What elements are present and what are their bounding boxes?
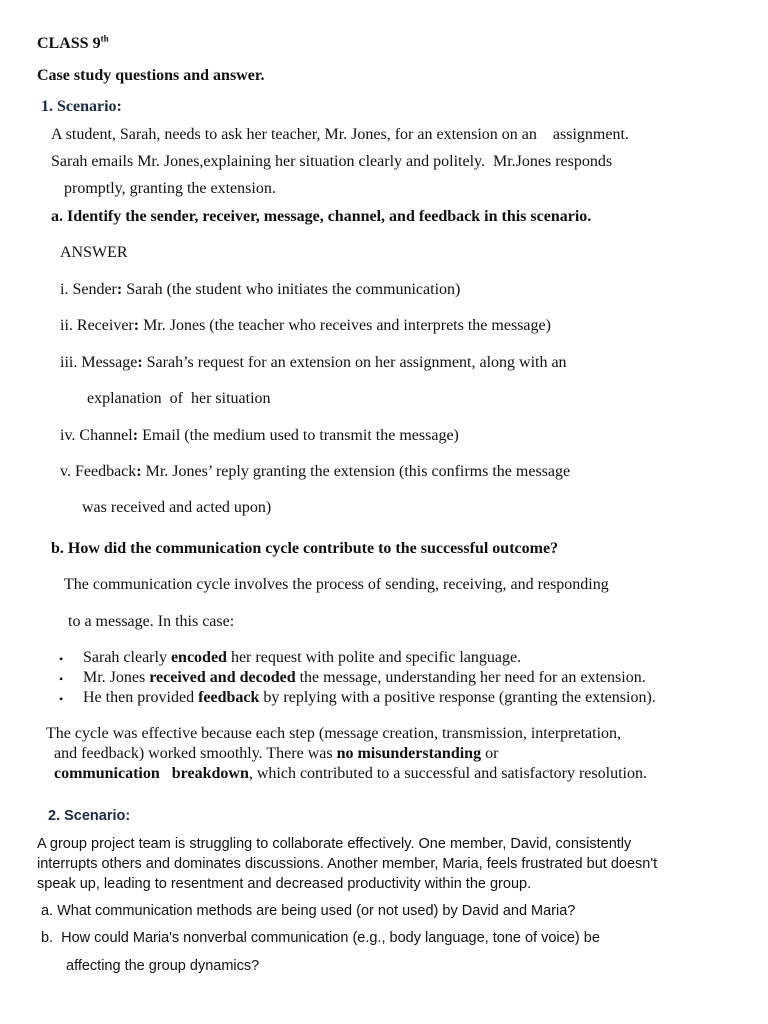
- answer-message-continued: explanation of her situation: [87, 390, 271, 407]
- scenario-1-line-1: A student, Sarah, needs to ask her teacher, Mr. Jones, for an extension on an assignment.: [51, 126, 629, 143]
- class-superscript: th: [100, 33, 109, 44]
- effective-line-3: communication breakdown, which contributed to a successful and satisfactory resolution.: [54, 765, 647, 782]
- bullet-icon: •: [59, 652, 64, 666]
- scenario-1-line-2: Sarah emails Mr. Jones,explaining her situation clearly and politely. Mr.Jones responds: [51, 153, 613, 170]
- bullet-feedback: He then provided feedback by replying with a positive response (granting the extension).: [83, 689, 656, 706]
- cycle-line-1: The communication cycle involves the process of sending, receiving, and responding: [64, 576, 609, 593]
- question-2a: a. What communication methods are being used (or not used) by David and Maria?: [41, 903, 576, 919]
- answer-sender: i. Sender: Sarah (the student who initiates the communication): [60, 281, 461, 298]
- question-1b: b. How did the communication cycle contribute to the successful outcome?: [51, 540, 559, 557]
- answer-feedback: v. Feedback: Mr. Jones’ reply granting the extension (this confirms the message: [60, 463, 571, 480]
- document-subtitle: Case study questions and answer.: [37, 67, 265, 84]
- bullet-decoded: Mr. Jones received and decoded the message, understanding her need for an extension.: [83, 669, 646, 686]
- bullet-icon: •: [59, 692, 64, 706]
- effective-line-1: The cycle was effective because each step (message creation, transmission, interpretation,: [46, 725, 622, 742]
- bullet-icon: •: [59, 672, 64, 686]
- bullet-encoded: Sarah clearly encoded her request with polite and specific language.: [83, 649, 522, 666]
- scenario-2-line-1: A group project team is struggling to collaborate effectively. One member, David, consistently: [37, 836, 632, 852]
- class-title: CLASS 9th: [37, 33, 109, 52]
- answer-label: ANSWER: [60, 244, 128, 261]
- cycle-line-2: to a message. In this case:: [68, 613, 235, 630]
- scenario-2-line-2: interrupts others and dominates discussions. Another member, Maria, feels frustrated but doesn't: [37, 856, 658, 872]
- question-1a: a. Identify the sender, receiver, message, channel, and feedback in this scenario.: [51, 208, 592, 225]
- scenario-1-line-3: promptly, granting the extension.: [64, 180, 276, 197]
- scenario-2-heading: 2. Scenario:: [48, 808, 131, 824]
- answer-feedback-continued: was received and acted upon): [82, 499, 272, 516]
- question-2b: b. How could Maria's nonverbal communication (e.g., body language, tone of voice) be: [41, 930, 600, 946]
- effective-line-2: and feedback) worked smoothly. There was no misunderstanding or: [54, 745, 499, 762]
- answer-message: iii. Message: Sarah’s request for an extension on her assignment, along with an: [60, 354, 567, 371]
- scenario-1-heading: 1. Scenario:: [41, 98, 122, 115]
- answer-channel: iv. Channel: Email (the medium used to transmit the message): [60, 427, 459, 444]
- scenario-2-line-3: speak up, leading to resentment and decreased productivity within the group.: [37, 876, 532, 892]
- answer-receiver: ii. Receiver: Mr. Jones (the teacher who receives and interprets the message): [60, 317, 551, 334]
- question-2b-continued: affecting the group dynamics?: [66, 958, 260, 974]
